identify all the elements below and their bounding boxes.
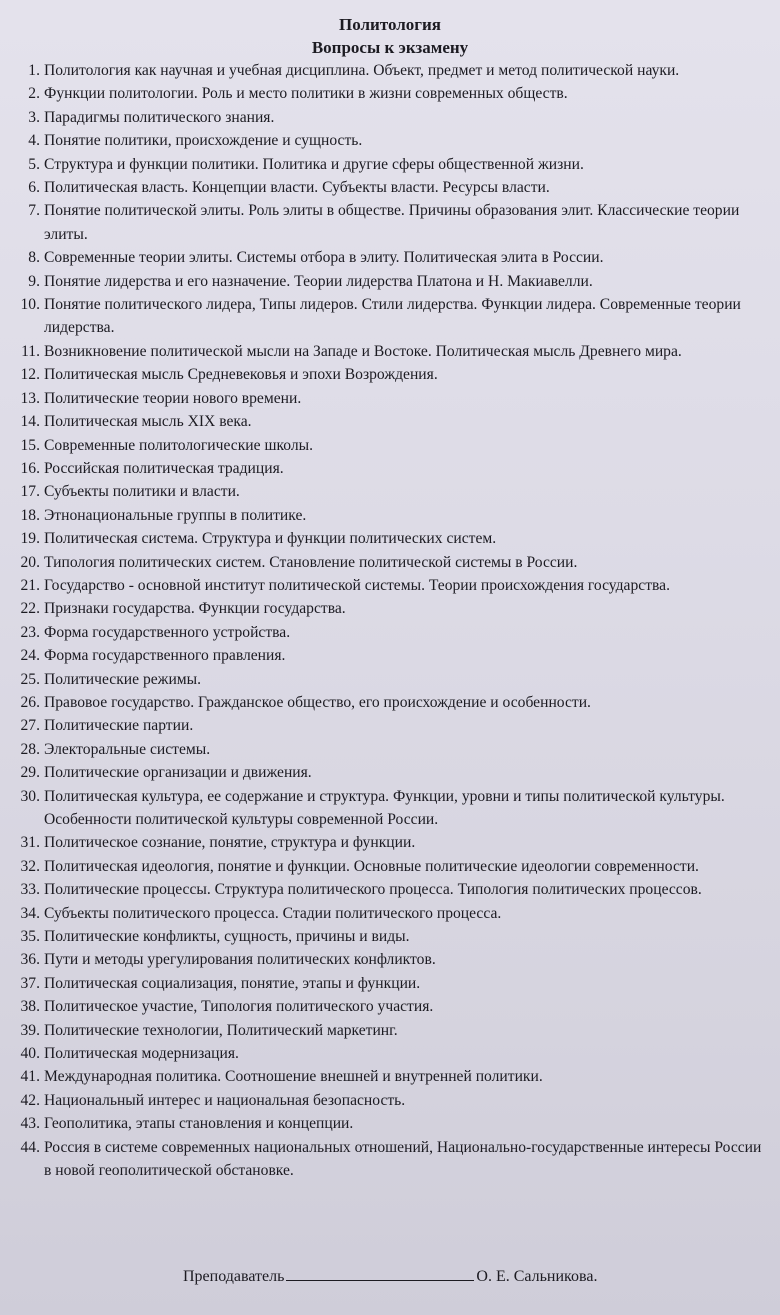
question-text: Понятие политического лидера, Типы лидеров. Стили лидерства. Функции лидера. Современные теории лидерства.: [44, 296, 741, 337]
question-item: [10, 504, 770, 527]
question-item: [10, 199, 770, 246]
question-number: 27.: [20, 717, 40, 735]
question-item: [10, 995, 770, 1018]
question-number: 11.: [21, 342, 40, 360]
question-number: 28.: [20, 740, 40, 758]
question-number: 21.: [20, 576, 40, 594]
question-number: 3.: [28, 108, 40, 126]
question-text: Политическое сознание, понятие, структура и функции.: [44, 834, 416, 852]
question-number: 30.: [20, 787, 40, 805]
signature-block: [183, 1266, 597, 1286]
question-number: 13.: [20, 389, 40, 407]
question-item: [10, 785, 770, 832]
question-number: 40.: [20, 1045, 40, 1063]
question-number: 17.: [20, 483, 40, 501]
question-text: Политические процессы. Структура политического процесса. Типология политических процессов.: [44, 881, 702, 899]
question-text: Электоральные системы.: [44, 740, 211, 758]
question-number: 34.: [20, 904, 40, 922]
question-item: [10, 82, 770, 105]
question-text: Пути и методы урегулирования политических конфликтов.: [44, 951, 436, 969]
signature-name: О. Е. Сальникова.: [476, 1268, 598, 1285]
question-number: 32.: [20, 857, 40, 875]
question-number: 2.: [28, 85, 40, 103]
question-item: [10, 527, 770, 550]
question-number: 33.: [20, 881, 40, 899]
question-item: [10, 59, 770, 82]
question-number: 36.: [20, 951, 40, 969]
question-number: 9.: [28, 272, 40, 290]
question-text: Политическая модернизация.: [44, 1045, 239, 1063]
question-item: [10, 574, 770, 597]
question-item: [10, 972, 770, 995]
signature-line: [286, 1266, 474, 1281]
question-text: Российская политическая традиция.: [44, 459, 284, 477]
question-number: 18.: [20, 506, 40, 524]
question-text: Признаки государства. Функции государства.: [44, 600, 346, 618]
question-item: [10, 293, 770, 340]
question-number: 12.: [20, 366, 40, 384]
question-text: Политическая мысль XIX века.: [44, 413, 252, 431]
question-text: Структура и функции политики. Политика и другие сферы общественной жизни.: [44, 155, 584, 173]
question-item: [10, 340, 770, 363]
question-item: [10, 1042, 770, 1065]
question-item: [10, 153, 770, 176]
question-text: Международная политика. Соотношение внешней и внутренней политики.: [44, 1068, 543, 1086]
question-text: Политическая культура, ее содержание и структура. Функции, уровни и типы политической культуры. Особенности политической культуры современной России.: [44, 787, 725, 828]
question-text: Политическая социализация, понятие, этапы и функции.: [44, 974, 421, 992]
question-item: [10, 855, 770, 878]
question-number: 25.: [20, 670, 40, 688]
question-item: [10, 176, 770, 199]
question-number: 1.: [28, 62, 40, 79]
question-text: Форма государственного устройства.: [44, 623, 291, 641]
question-item: [10, 1065, 770, 1088]
question-number: 6.: [28, 179, 40, 197]
question-item: [10, 270, 770, 293]
question-text: Национальный интерес и национальная безопасность.: [44, 1091, 406, 1109]
question-number: 19.: [20, 530, 40, 548]
question-item: [10, 925, 770, 948]
question-item: [10, 878, 770, 901]
question-number: 31.: [20, 834, 40, 852]
question-text: Политическое участие, Типология политического участия.: [44, 998, 434, 1016]
question-item: [10, 714, 770, 737]
question-number: 20.: [20, 553, 40, 571]
question-number: 16.: [20, 459, 40, 477]
question-text: Политическая мысль Средневековья и эпохи Возрождения.: [44, 366, 438, 384]
question-item: [10, 387, 770, 410]
question-number: 26.: [20, 693, 40, 711]
question-text: Современные теории элиты. Системы отбора в элиту. Политическая элита в России.: [44, 249, 604, 267]
question-text: Политическая власть. Концепции власти. Субъекты власти. Ресурсы власти.: [44, 179, 550, 197]
question-item: [10, 1019, 770, 1042]
question-item: [10, 644, 770, 667]
question-number: 39.: [20, 1021, 40, 1039]
question-item: [10, 761, 770, 784]
question-number: 29.: [20, 764, 40, 782]
question-number: 35.: [20, 928, 40, 946]
question-item: [10, 948, 770, 971]
question-number: 42.: [20, 1091, 40, 1109]
question-item: [10, 738, 770, 761]
question-number: 37.: [20, 974, 40, 992]
question-text: Субъекты политического процесса. Стадии политического процесса.: [44, 904, 502, 922]
question-text: Политические теории нового времени.: [44, 389, 302, 407]
question-number: 43.: [20, 1115, 40, 1133]
question-text: Типология политических систем. Становление политической системы в России.: [44, 553, 578, 571]
question-item: [10, 457, 770, 480]
question-item: [10, 902, 770, 925]
question-text: Понятие лидерства и его назначение. Теории лидерства Платона и Н. Макиавелли.: [44, 272, 593, 290]
question-text: Геополитика, этапы становления и концепции.: [44, 1115, 354, 1133]
question-item: [10, 551, 770, 574]
question-text: Политические партии.: [44, 717, 194, 735]
question-item: [10, 363, 770, 386]
question-text: Возникновение политической мысли на Западе и Востоке. Политическая мысль Древнего мира.: [44, 342, 682, 360]
question-number: 4.: [28, 132, 40, 150]
question-text: Политическая система. Структура и функции политических систем.: [44, 530, 497, 548]
question-number: 22.: [20, 600, 40, 618]
question-item: [10, 410, 770, 433]
question-number: 8.: [28, 249, 40, 267]
question-item: [10, 246, 770, 269]
question-text: Понятие политики, происхождение и сущность.: [44, 132, 363, 150]
question-text: Политическая идеология, понятие и функции. Основные политические идеологии современности.: [44, 857, 699, 875]
question-item: [10, 691, 770, 714]
question-text: Форма государственного правления.: [44, 647, 286, 665]
question-number: 44.: [20, 1138, 40, 1156]
page-subtitle: Вопросы к экзамену: [311, 38, 469, 57]
question-text: Современные политологические школы.: [44, 436, 313, 454]
question-number: 7.: [28, 202, 40, 220]
question-list: [10, 59, 770, 1183]
question-number: 14.: [20, 413, 40, 431]
question-item: [10, 434, 770, 457]
question-number: 23.: [20, 623, 40, 641]
question-text: Политические конфликты, сущность, причины и виды.: [44, 928, 410, 946]
question-item: [10, 1112, 770, 1135]
question-text: Политические организации и движения.: [44, 764, 312, 782]
question-text: Понятие политической элиты. Роль элиты в обществе. Причины образования элит. Классические теории элиты.: [44, 202, 740, 243]
question-text: Политические технологии, Политический маркетинг.: [44, 1021, 398, 1039]
page-title: Политология: [339, 15, 441, 34]
question-number: 10.: [20, 296, 40, 314]
question-text: Парадигмы политического знания.: [44, 108, 275, 126]
question-number: 38.: [20, 998, 40, 1016]
question-number: 41.: [20, 1068, 40, 1086]
question-text: Россия в системе современных национальных отношений, Национально-государственные интересы России в новой геополитической обстановке.: [44, 1138, 762, 1180]
question-item: [10, 597, 770, 620]
question-text: Государство - основной институт политической системы. Теории происхождения государства.: [44, 576, 670, 594]
question-text: Этнонациональные группы в политике.: [44, 506, 307, 524]
question-number: 15.: [20, 436, 40, 454]
question-item: [10, 480, 770, 503]
question-text: Функции политологии. Роль и место политики в жизни современных обществ.: [44, 85, 568, 103]
signature-label: Преподаватель: [183, 1268, 285, 1285]
question-text: Политические режимы.: [44, 670, 202, 688]
question-number: 5.: [28, 155, 40, 173]
question-text: Политология как научная и учебная дисциплина. Объект, предмет и метод политической науки.: [44, 62, 680, 79]
question-text: Субъекты политики и власти.: [44, 483, 240, 501]
question-number: 24.: [20, 647, 40, 665]
question-text: Правовое государство. Гражданское общество, его происхождение и особенности.: [44, 693, 591, 711]
question-item: [10, 668, 770, 691]
question-item: [10, 621, 770, 644]
question-item: [10, 1089, 770, 1112]
question-item: [10, 106, 770, 129]
question-item: [10, 129, 770, 152]
question-item: [10, 831, 770, 854]
question-item: [10, 1136, 770, 1183]
